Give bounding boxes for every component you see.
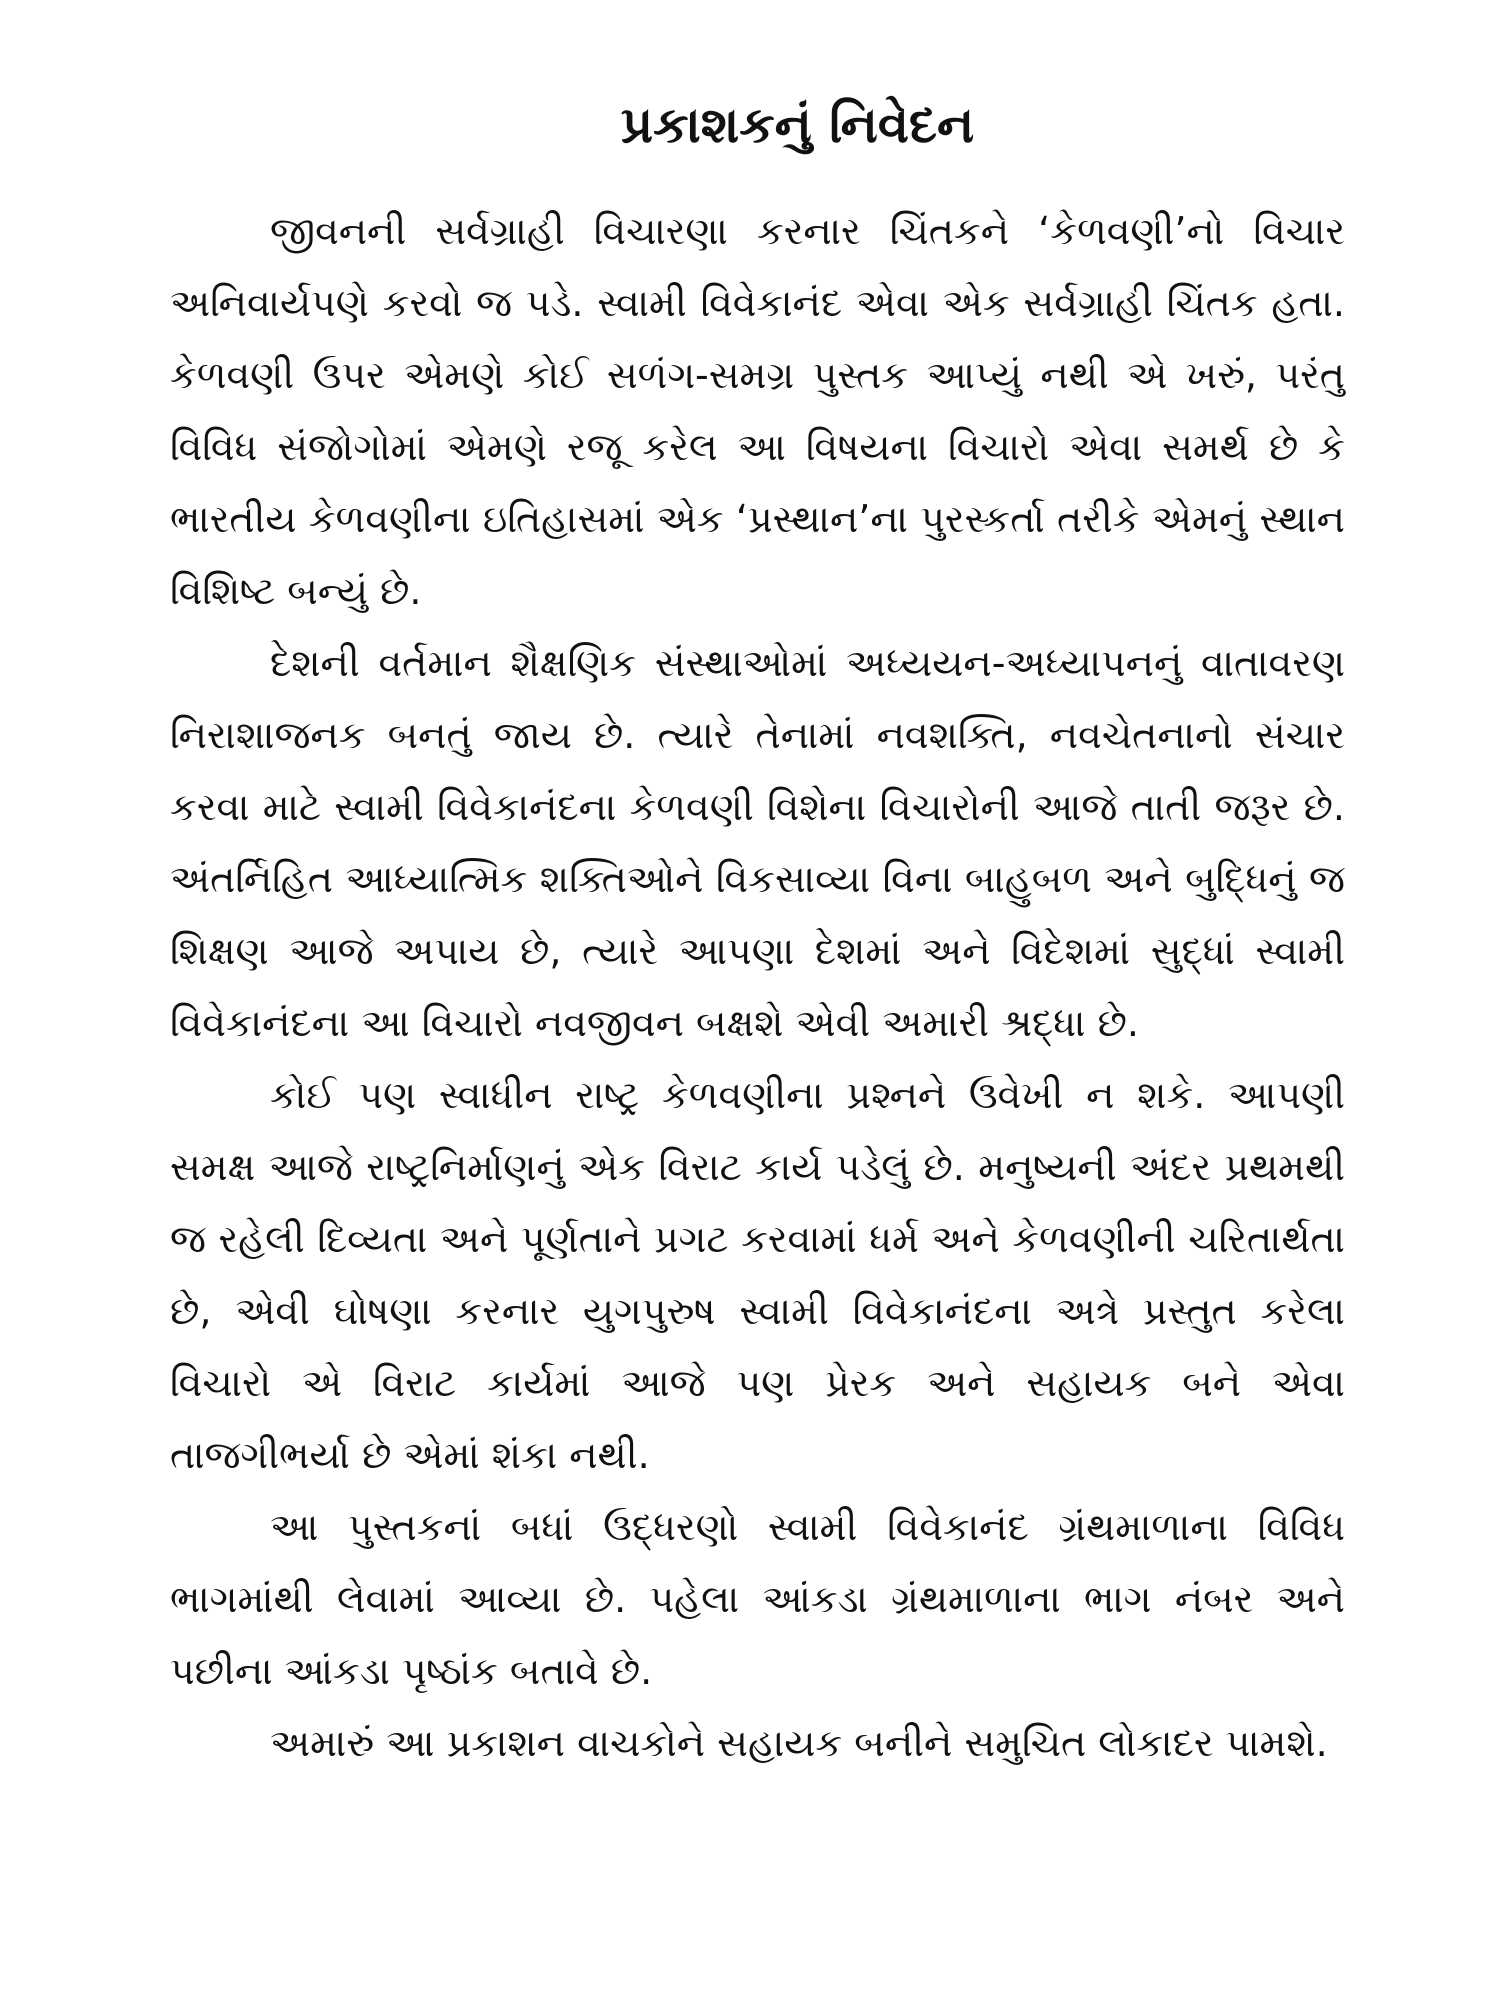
paragraph: આ પુસ્તકનાં બધાં ઉદ્ધરણો સ્વામી વિવેકાનંદ ગ્રંથમાળાના વિવિધ ભાગમાંથી લેવામાં આવ્યા છે. પહેલા આંકડા ગ્રંથમાળાના ભાગ નંબર અને પછીના આંકડા પૃષ્ઠાંક બતાવે છે. — [170, 1505, 1345, 1693]
paragraph: અમારું આ પ્રકાશન વાચકોને સહાયક બનીને સમુચિત લોકાદર પામશે. — [270, 1721, 1328, 1765]
document-body — [170, 195, 1345, 1779]
paragraph: જીવનની સર્વગ્રાહી વિચારણા કરનાર ચિંતકને ‘કેળવણી’નો વિચાર અનિવાર્યપણે કરવો જ પડે. સ્વામી વિવેકાનંદ એવા એક સર્વગ્રાહી ચિંતક હતા. કેળવણી ઉપર એમણે કોઈ સળંગ-સમગ્ર પુસ્તક આપ્યું નથી એ ખરું, પરંતુ વિવિધ સંજોગોમાં એમણે રજૂ કરેલ આ વિષયના વિચારો એવા સમર્થ છે કે ભારતીય કેળવણીના ઇતિહાસમાં એક ‘પ્રસ્થાન’ના પુરસ્કર્તા તરીકે એમનું સ્થાન વિશિષ્ટ બન્યું છે. — [170, 209, 1345, 613]
page-title: પ્રકાશકનું નિવેદન — [620, 96, 975, 154]
paragraph: દેશની વર્તમાન શૈક્ષણિક સંસ્થાઓમાં અધ્યયન-અધ્યાપનનું વાતાવરણ નિરાશાજનક બનતું જાય છે. ત્યારે તેનામાં નવશક્તિ, નવચેતનાનો સંચાર કરવા માટે સ્વામી વિવેકાનંદના કેળવણી વિશેના વિચારોની આજે તાતી જરૂર છે. અંતર્નિહિત આધ્યાત્મિક શક્તિઓને વિકસાવ્યા વિના બાહુબળ અને બુદ્ધિનું જ શિક્ષણ આજે અપાય છે, ત્યારે આપણા દેશમાં અને વિદેશમાં સુદ્ધાં સ્વામી વિવેકાનંદના આ વિચારો નવજીવન બક્ષશે એવી અમારી શ્રદ્ધા છે. — [170, 641, 1345, 1045]
document-page — [170, 95, 1345, 1779]
paragraph: કોઈ પણ સ્વાધીન રાષ્ટ્ર કેળવણીના પ્રશ્નને ઉવેખી ન શકે. આપણી સમક્ષ આજે રાષ્ટ્રનિર્માણનું એક વિરાટ કાર્ય પડેલું છે. મનુષ્યની અંદર પ્રથમથી જ રહેલી દિવ્યતા અને પૂર્ણતાને પ્રગટ કરવામાં ધર્મ અને કેળવણીની ચરિતાર્થતા છે, એવી ઘોષણા કરનાર યુગપુરુષ સ્વામી વિવેકાનંદના અત્રે પ્રસ્તુત કરેલા વિચારો એ વિરાટ કાર્યમાં આજે પણ પ્રેરક અને સહાયક બને એવા તાજગીભર્યા છે એમાં શંકા નથી. — [170, 1073, 1345, 1477]
